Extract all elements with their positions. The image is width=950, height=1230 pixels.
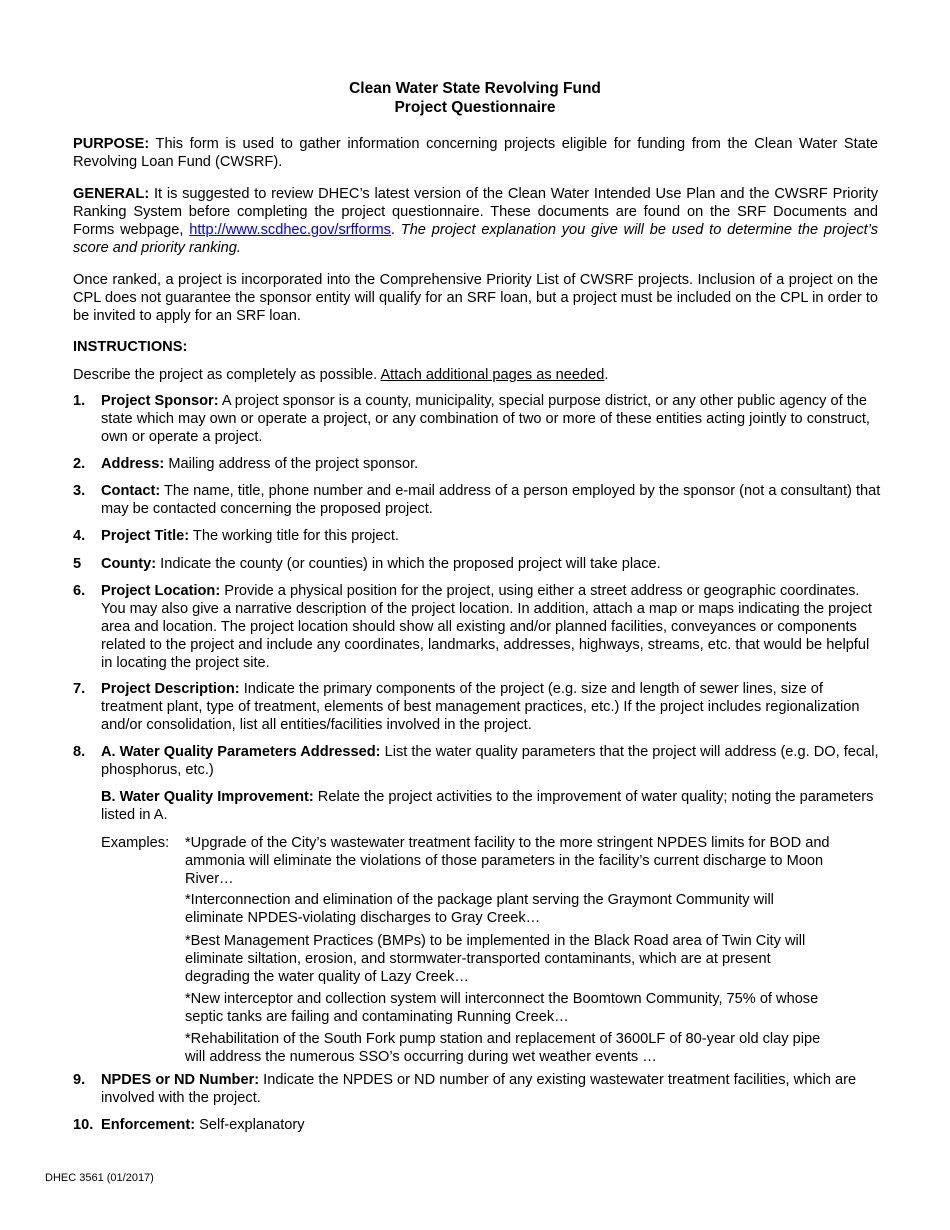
item-number: 2. bbox=[73, 456, 86, 472]
item-label: A. Water Quality Parameters Addressed: bbox=[101, 744, 381, 760]
example-item: *Rehabilitation of the South Fork pump station and replacement of 3600LF of 80-year old clay pipe will address the numerous SSO’s occurring during wet weather events … bbox=[185, 1031, 821, 1065]
item-description: Provide a physical position for the project, using either a street address or geographic coordinates. You may also give a narrative description of the project location. In addition, attach a map or maps indicating the project area and location. The project location should show all existing and/or planned facilities, conveyances or components related to the project and include any coordinates, landmarks, addresses, highways, streams, etc. that would be helpful in locating the project site. bbox=[101, 583, 872, 671]
general-text: It is suggested to review DHEC’s latest version of the Clean Water Intended Use Plan and the CWSRF Priority Ranking System before completing the project questionnaire. These documents are found on the SRF Documents and Forms webpage, bbox=[73, 186, 878, 238]
item-text bbox=[101, 392, 881, 446]
item-number: 4. bbox=[73, 528, 86, 544]
title-line-2: Project Questionnaire bbox=[394, 99, 556, 116]
item-text bbox=[101, 1071, 881, 1107]
example-item: *New interceptor and collection system will interconnect the Boomtown Community, 75% of whose septic tanks are failing and contaminating Running Creek… bbox=[185, 991, 819, 1025]
ranked-paragraph bbox=[73, 271, 878, 325]
general-paragraph bbox=[73, 185, 878, 257]
item-text bbox=[101, 680, 881, 734]
purpose-label: PURPOSE: bbox=[73, 136, 150, 152]
item-label: Project Title: bbox=[101, 528, 190, 544]
item-text bbox=[101, 482, 881, 518]
item-description: Self-explanatory bbox=[195, 1117, 305, 1133]
item-description: A project sponsor is a county, municipality, special purpose district, or any other public agency of the state which may own or operate a project, or any combination of two or more of these entities acting jointly to construct, own or operate a project. bbox=[101, 393, 870, 445]
form-footer-code: DHEC 3561 (01/2017) bbox=[45, 1172, 154, 1184]
general-after-link: . bbox=[390, 222, 401, 238]
item-number: 1. bbox=[73, 393, 86, 409]
general-italic-note: The project explanation you give will be used to determine the project’s score and priority ranking. bbox=[73, 222, 878, 256]
item-text bbox=[101, 743, 881, 779]
purpose-text: This form is used to gather information concerning projects eligible for funding from the Clean Water State Revolving Loan Fund (CWSRF). bbox=[73, 136, 878, 170]
attach-pages-text: Attach additional pages as needed bbox=[380, 367, 605, 383]
item-number: 9. bbox=[73, 1072, 86, 1088]
instructions-heading: INSTRUCTIONS: bbox=[73, 339, 188, 355]
item-8b-text bbox=[101, 788, 881, 824]
item-8b-description: Relate the project activities to the improvement of water quality; noting the parameters listed in A. bbox=[101, 789, 874, 823]
item-description: The working title for this project. bbox=[189, 528, 399, 544]
describe-period: . bbox=[604, 367, 609, 383]
item-text bbox=[101, 1116, 881, 1134]
describe-text: Describe the project as completely as possible. bbox=[73, 367, 381, 383]
item-text bbox=[101, 527, 881, 545]
item-description: Indicate the primary components of the project (e.g. size and length of sewer lines, size of treatment plant, type of treatment, elements of best management practices, etc.) If the project includes regionalization and/or consolidation, list all entities/facilities involved in the project. bbox=[101, 681, 860, 733]
item-8b-label: B. Water Quality Improvement: bbox=[101, 789, 314, 805]
item-description: Mailing address of the project sponsor. bbox=[164, 456, 419, 472]
item-text bbox=[101, 582, 881, 672]
item-number: 5 bbox=[73, 556, 82, 572]
item-label: NPDES or ND Number: bbox=[101, 1072, 260, 1088]
item-label: Project Location: bbox=[101, 583, 221, 599]
item-description: The name, title, phone number and e-mail address of a person employed by the sponsor (not a consultant) that may be contacted concerning the proposed project. bbox=[101, 483, 881, 517]
item-number: 7. bbox=[73, 681, 86, 697]
document-title bbox=[0, 79, 950, 117]
item-number: 10. bbox=[73, 1117, 94, 1133]
purpose-paragraph bbox=[73, 135, 878, 171]
item-number: 6. bbox=[73, 583, 86, 599]
item-label: County: bbox=[101, 556, 157, 572]
srf-forms-link[interactable]: http://www.scdhec.gov/srfforms bbox=[189, 222, 391, 238]
item-label: Address: bbox=[101, 456, 165, 472]
item-number: 3. bbox=[73, 483, 86, 499]
item-description: List the water quality parameters that the project will address (e.g. DO, fecal, phosphorus, etc.) bbox=[101, 744, 879, 778]
item-description: Indicate the NPDES or ND number of any existing wastewater treatment facilities, which are involved with the project. bbox=[101, 1072, 857, 1106]
item-description: Indicate the county (or counties) in which the proposed project will take place. bbox=[156, 556, 661, 572]
instructions-describe bbox=[73, 366, 878, 384]
example-item: *Upgrade of the City’s wastewater treatment facility to the more stringent NPDES limits for BOD and ammonia will eliminate the violations of those parameters in the facility’s current discharge to Moon River… bbox=[185, 835, 830, 887]
item-label: Enforcement: bbox=[101, 1117, 196, 1133]
item-number: 8. bbox=[73, 744, 86, 760]
item-text bbox=[101, 455, 881, 473]
item-label: Project Sponsor: bbox=[101, 393, 219, 409]
ranked-text: Once ranked, a project is incorporated into the Comprehensive Priority List of CWSRF projects. Inclusion of a project on the CPL does not guarantee the sponsor entity will qualify for an SRF loan, but a project must be included on the CPL in order to be invited to apply for an SRF loan. bbox=[73, 272, 878, 324]
title-line-1: Clean Water State Revolving Fund bbox=[349, 80, 601, 97]
general-label: GENERAL: bbox=[73, 186, 150, 202]
examples-label: Examples: bbox=[101, 835, 170, 851]
item-label: Project Description: bbox=[101, 681, 240, 697]
example-item: *Best Management Practices (BMPs) to be implemented in the Black Road area of Twin City will eliminate siltation, erosion, and stormwater-transported contaminants, which are at present degrading the water quality of Lazy Creek… bbox=[185, 933, 806, 985]
item-label: Contact: bbox=[101, 483, 161, 499]
item-text bbox=[101, 555, 881, 573]
example-item: *Interconnection and elimination of the package plant serving the Graymont Community will eliminate NPDES-violating discharges to Gray Creek… bbox=[185, 892, 774, 926]
